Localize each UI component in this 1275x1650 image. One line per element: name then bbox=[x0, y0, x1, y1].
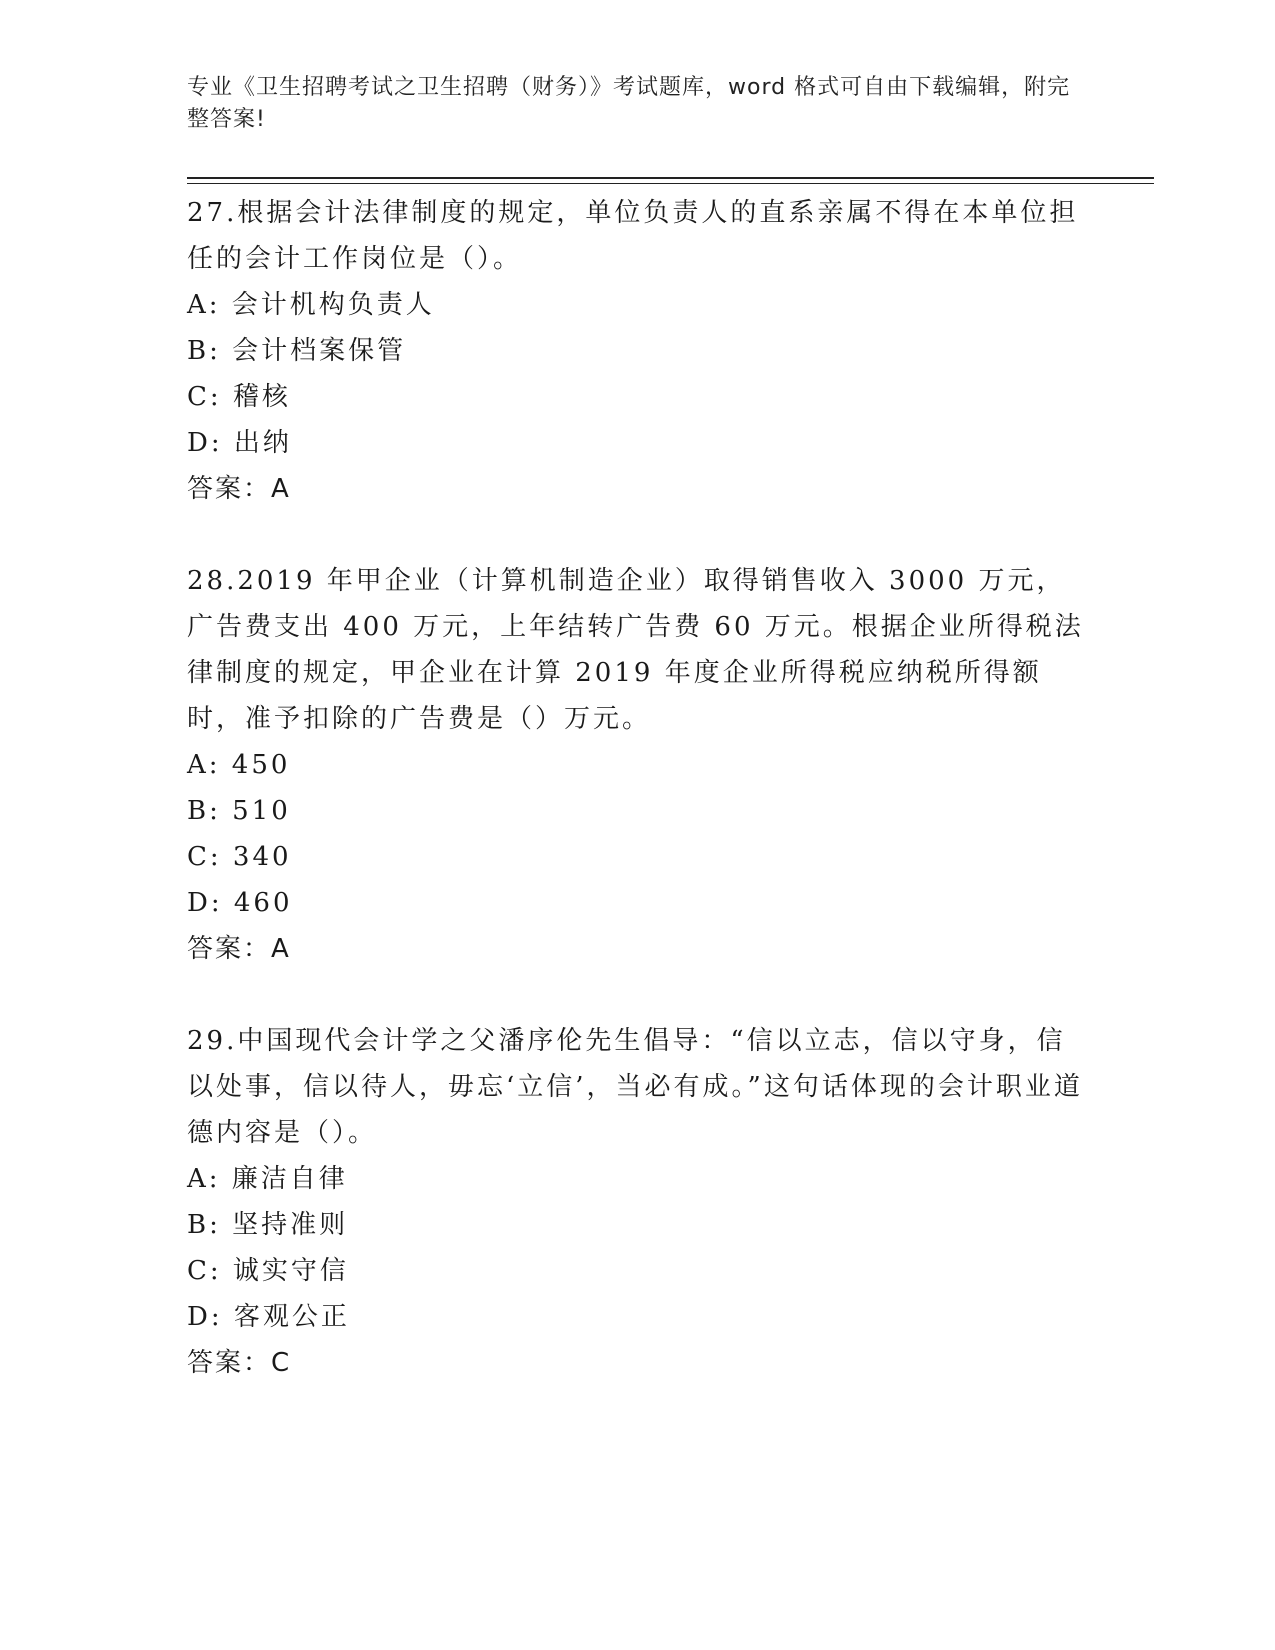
option-b: B: 510 bbox=[187, 796, 291, 826]
option-d: D: 出纳 bbox=[187, 428, 292, 458]
question-text: 29.中国现代会计学之父潘序伦先生倡导：“信以立志，信以守身，信以处事，信以待人，毋忘‘立信’，当必有成。”这句话体现的会计职业道德内容是（）。 bbox=[187, 1026, 1083, 1148]
question-27 bbox=[187, 190, 1087, 512]
question-29 bbox=[187, 1018, 1087, 1386]
option-b: B: 坚持准则 bbox=[187, 1210, 349, 1240]
answer-line: 答案：C bbox=[187, 1348, 292, 1378]
header-text: 专业《卫生招聘考试之卫生招聘（财务）》考试题库，word 格式可自由下载编辑，附完整答案! bbox=[187, 75, 1071, 132]
option-a: A: 廉洁自律 bbox=[187, 1164, 348, 1194]
option-d: D: 客观公正 bbox=[187, 1302, 350, 1332]
header-divider-thick bbox=[187, 177, 1154, 179]
question-text: 27.根据会计法律制度的规定，单位负责人的直系亲属不得在本单位担任的会计工作岗位是（）。 bbox=[187, 198, 1079, 274]
answer-line: 答案：A bbox=[187, 474, 291, 504]
option-c: C: 诚实守信 bbox=[187, 1256, 349, 1286]
option-a: A: 会计机构负责人 bbox=[187, 290, 435, 320]
question-text: 28.2019 年甲企业（计算机制造企业）取得销售收入 3000 万元，广告费支出 400 万元，上年结转广告费 60 万元。根据企业所得税法律制度的规定，甲企业在计算 2019 年度企业所得税应纳税所得额时，准予扣除的广告费是（）万元。 bbox=[187, 566, 1084, 734]
option-d: D: 460 bbox=[187, 888, 293, 918]
question-list bbox=[187, 190, 1087, 1432]
answer-line: 答案：A bbox=[187, 934, 291, 964]
header-divider-thin bbox=[187, 183, 1154, 184]
document-header bbox=[187, 72, 1077, 136]
option-c: C: 340 bbox=[187, 842, 292, 872]
question-28 bbox=[187, 558, 1087, 972]
option-a: A: 450 bbox=[187, 750, 291, 780]
option-b: B: 会计档案保管 bbox=[187, 336, 407, 366]
option-c: C: 稽核 bbox=[187, 382, 291, 412]
